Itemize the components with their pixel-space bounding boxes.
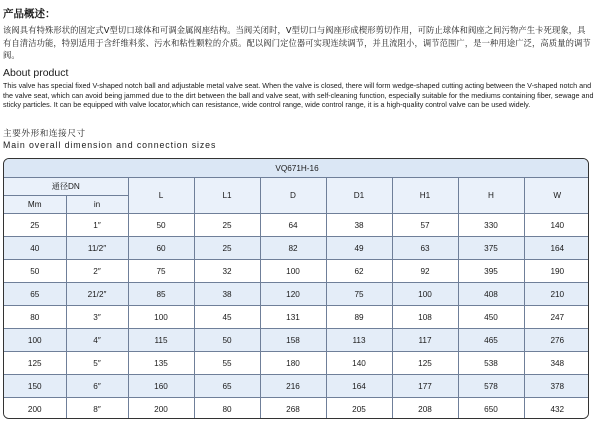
table-cell: 465 bbox=[458, 329, 524, 352]
column-header: L bbox=[128, 178, 194, 214]
table-cell: 63 bbox=[392, 237, 458, 260]
table-cell: 50 bbox=[194, 329, 260, 352]
table-cell: 4″ bbox=[66, 329, 128, 352]
table-cell: 578 bbox=[458, 375, 524, 398]
table-cell: 177 bbox=[392, 375, 458, 398]
table-cell: 80 bbox=[194, 398, 260, 420]
table-row bbox=[4, 329, 589, 352]
table-cell: 125 bbox=[392, 352, 458, 375]
table-cell: 160 bbox=[128, 375, 194, 398]
table-cell: 6″ bbox=[66, 375, 128, 398]
table-cell: 216 bbox=[260, 375, 326, 398]
table-row bbox=[4, 375, 589, 398]
table-cell: 55 bbox=[194, 352, 260, 375]
table-cell: 2″ bbox=[66, 260, 128, 283]
table-cell: 268 bbox=[260, 398, 326, 420]
table-row bbox=[4, 283, 589, 306]
table-cell: 50 bbox=[4, 260, 66, 283]
table-cell: 650 bbox=[458, 398, 524, 420]
table-cell: 38 bbox=[326, 214, 392, 237]
table-cell: 3″ bbox=[66, 306, 128, 329]
table-cell: 408 bbox=[458, 283, 524, 306]
table-cell: 11/2″ bbox=[66, 237, 128, 260]
table-cell: 180 bbox=[260, 352, 326, 375]
table-cell: 164 bbox=[326, 375, 392, 398]
table-cell: 45 bbox=[194, 306, 260, 329]
table-cell: 140 bbox=[524, 214, 589, 237]
table-cell: 40 bbox=[4, 237, 66, 260]
table-cell: 131 bbox=[260, 306, 326, 329]
table-cell: 100 bbox=[260, 260, 326, 283]
column-header: W bbox=[524, 178, 589, 214]
table-row bbox=[4, 306, 589, 329]
table-cell: 80 bbox=[4, 306, 66, 329]
table-cell: 200 bbox=[4, 398, 66, 420]
table-cell: 276 bbox=[524, 329, 589, 352]
table-cell: 158 bbox=[260, 329, 326, 352]
dimension-section-title-zh: 主要外形和连接尺寸 bbox=[3, 129, 86, 139]
table-cell: 208 bbox=[392, 398, 458, 420]
table-cell: 135 bbox=[128, 352, 194, 375]
table-cell: 92 bbox=[392, 260, 458, 283]
table-cell: 75 bbox=[326, 283, 392, 306]
table-cell: 32 bbox=[194, 260, 260, 283]
table-cell: 330 bbox=[458, 214, 524, 237]
table-cell: 210 bbox=[524, 283, 589, 306]
dn-header: 通径DN bbox=[4, 178, 128, 196]
table-cell: 100 bbox=[4, 329, 66, 352]
table-row bbox=[4, 237, 589, 260]
table-row bbox=[4, 398, 589, 420]
table-cell: 49 bbox=[326, 237, 392, 260]
table-cell: 375 bbox=[458, 237, 524, 260]
column-header: L1 bbox=[194, 178, 260, 214]
table-cell: 38 bbox=[194, 283, 260, 306]
model-title: VQ671H-16 bbox=[4, 159, 589, 178]
overview-body-zh: 该阀具有特殊形状的固定式V型切口球体和可调金属阀座结构。当阀关闭时，V型切口与阀座形成楔形剪切作用，可防止球体和阀座之间污物产生卡死现象，具有自清洁功能，特别适用于含纤维料浆、污水和粘性颗粒的介质。配以阀门定位器可实现连续调节，并且流阻小，调节范围广，是一种用途广泛，高质量的调节阀。 bbox=[3, 25, 591, 60]
table-cell: 200 bbox=[128, 398, 194, 420]
table-cell: 108 bbox=[392, 306, 458, 329]
table-cell: 75 bbox=[128, 260, 194, 283]
table-cell: 120 bbox=[260, 283, 326, 306]
column-header: H1 bbox=[392, 178, 458, 214]
table-cell: 247 bbox=[524, 306, 589, 329]
table-cell: 85 bbox=[128, 283, 194, 306]
table-cell: 432 bbox=[524, 398, 589, 420]
table-cell: 450 bbox=[458, 306, 524, 329]
table-cell: 164 bbox=[524, 237, 589, 260]
in-subheader: in bbox=[66, 196, 128, 214]
overview-body-en: This valve has special fixed V-shaped notch ball and adjustable metal valve seat. When the valve is closed, there will form wedge-shaped cutting acting between the V-shaped notch and the valve seat, which can avoid being jammed due to the dirt between the ball and valve seat, with self-cleaning function, especially suitable for the mediums containing fiber, sewage and sticky particles. It can be equipped with valve locator,which can resistance, wide control range, wide control range, it is a high-quality control valve can be used widely. bbox=[3, 81, 594, 110]
column-header: H bbox=[458, 178, 524, 214]
table-cell: 113 bbox=[326, 329, 392, 352]
overview-heading-zh: 产品概述： bbox=[3, 8, 56, 20]
table-cell: 65 bbox=[4, 283, 66, 306]
table-cell: 100 bbox=[392, 283, 458, 306]
table-cell: 150 bbox=[4, 375, 66, 398]
table-cell: 25 bbox=[4, 214, 66, 237]
table-cell: 89 bbox=[326, 306, 392, 329]
table-row bbox=[4, 352, 589, 375]
table-cell: 348 bbox=[524, 352, 589, 375]
table-cell: 82 bbox=[260, 237, 326, 260]
table-row bbox=[4, 214, 589, 237]
table-cell: 64 bbox=[260, 214, 326, 237]
table-row bbox=[4, 260, 589, 283]
table-cell: 115 bbox=[128, 329, 194, 352]
mm-subheader: Mm bbox=[4, 196, 66, 214]
table-cell: 538 bbox=[458, 352, 524, 375]
table-cell: 60 bbox=[128, 237, 194, 260]
table-cell: 117 bbox=[392, 329, 458, 352]
table-cell: 62 bbox=[326, 260, 392, 283]
dimension-table bbox=[3, 158, 589, 419]
table-cell: 140 bbox=[326, 352, 392, 375]
table-cell: 25 bbox=[194, 237, 260, 260]
table-cell: 378 bbox=[524, 375, 589, 398]
dimension-section-title-en: Main overall dimension and connection sizes bbox=[3, 140, 217, 150]
table-cell: 205 bbox=[326, 398, 392, 420]
overview-heading-en: About product bbox=[3, 67, 69, 79]
table-cell: 190 bbox=[524, 260, 589, 283]
table-cell: 125 bbox=[4, 352, 66, 375]
table-cell: 50 bbox=[128, 214, 194, 237]
column-header: D bbox=[260, 178, 326, 214]
table-cell: 395 bbox=[458, 260, 524, 283]
table-cell: 1″ bbox=[66, 214, 128, 237]
table-cell: 5″ bbox=[66, 352, 128, 375]
table-cell: 100 bbox=[128, 306, 194, 329]
table-cell: 25 bbox=[194, 214, 260, 237]
table-cell: 57 bbox=[392, 214, 458, 237]
column-header: D1 bbox=[326, 178, 392, 214]
table-cell: 21/2″ bbox=[66, 283, 128, 306]
table-cell: 8″ bbox=[66, 398, 128, 420]
table-cell: 65 bbox=[194, 375, 260, 398]
